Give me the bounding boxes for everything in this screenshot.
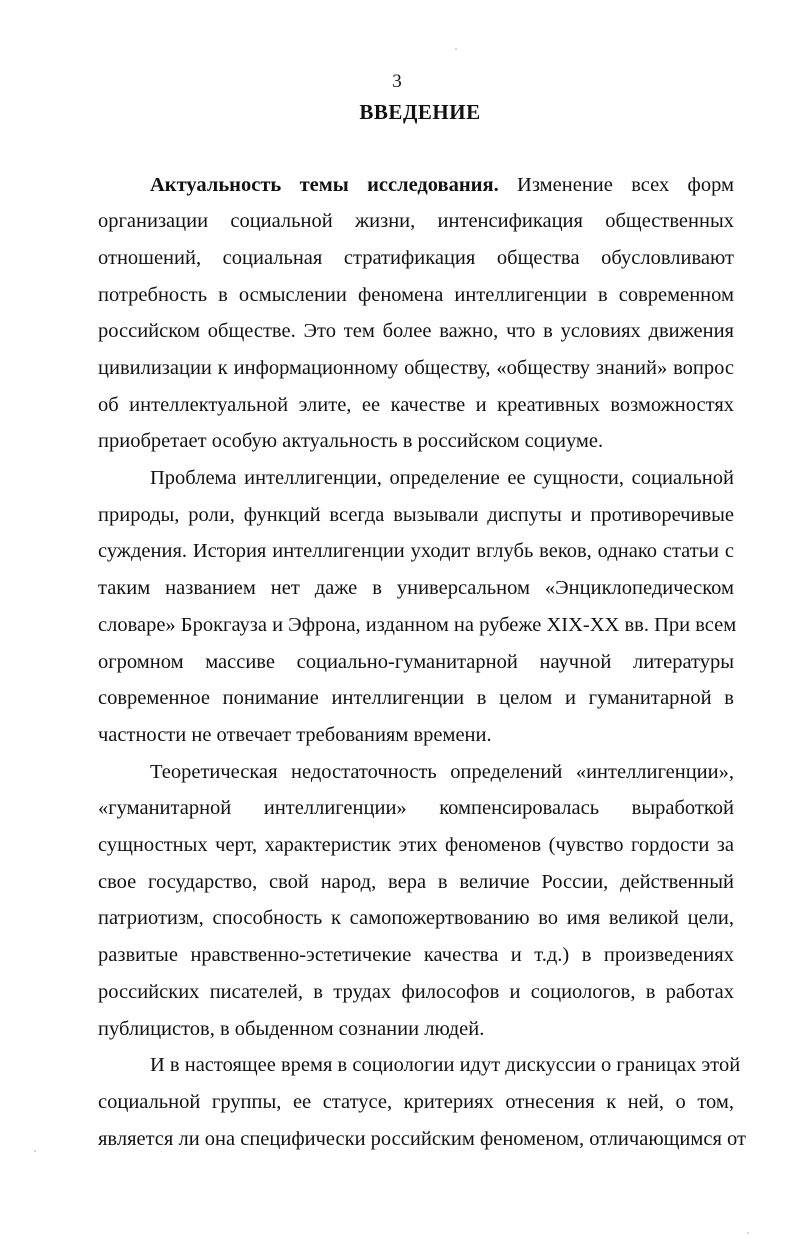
paragraph-2-line-1: Проблема интеллигенции, определение ее сущности, социальной <box>150 467 734 489</box>
scan-speck <box>455 48 457 50</box>
paragraph-1-line-4: потребность в осмыслении феномена интеллигенции в современном <box>98 284 734 306</box>
paragraph-2-line-3: суждения. История интеллигенции уходит вглубь веков, однако статьи с <box>98 540 734 562</box>
paragraph-1-line-1 <box>150 172 734 198</box>
paragraph-3-line-2: «гуманитарной интеллигенции» компенсировалась выработкой <box>98 797 734 819</box>
paragraph-1-line-2: организации социальной жизни, интенсификация общественных <box>98 210 734 232</box>
paragraph-4-line-3: является ли она специфически российским феноменом, отличающимся от <box>98 1128 746 1150</box>
page-number: 3 <box>392 71 402 92</box>
paragraph-2-line-2: природы, роли, функций всегда вызывали диспуты и противоречивые <box>98 504 734 526</box>
paragraph-1-line-1-text: Изменение всех форм <box>498 174 734 196</box>
paragraph-3-line-8: публицистов, в обыденном сознании людей. <box>98 1018 485 1040</box>
section-heading-actuality: Актуальность темы исследования. <box>150 174 499 196</box>
scan-speck <box>34 1150 36 1152</box>
paragraph-2-line-6: огромном массиве социально-гуманитарной научной литературы <box>98 651 734 673</box>
paragraph-3-line-6: развитые нравственно-эстетичекие качества и т.д.) в произведениях <box>98 944 734 966</box>
paragraph-3-line-1: Теоретическая недостаточность определений «интеллигенции», <box>150 761 734 783</box>
paragraph-2-line-4: таким названием нет даже в универсальном «Энциклопедическом <box>98 577 734 599</box>
paragraph-1-line-3: отношений, социальная стратификация общества обусловливают <box>98 247 734 269</box>
paragraph-3-line-4: свое государство, свой народ, вера в величие России, действенный <box>98 871 734 893</box>
paragraph-1-line-8: приобретает особую актуальность в российском социуме. <box>98 430 604 452</box>
paragraph-1-line-7: об интеллектуальной элите, ее качестве и креативных возможностях <box>98 394 734 416</box>
paragraph-2-line-7: современное понимание интеллигенции в целом и гуманитарной в <box>98 687 734 709</box>
paragraph-3-line-3: сущностных черт, характеристик этих феноменов (чувство гордости за <box>98 834 734 856</box>
page-title: ВВЕДЕНИЕ <box>359 100 481 124</box>
paragraph-1-line-5: российском обществе. Это тем более важно, что в условиях движения <box>98 320 734 342</box>
paragraph-2-line-8: частности не отвечает требованиям времени. <box>98 724 492 746</box>
paragraph-3-line-5: патриотизм, способность к самопожертвованию во имя великой цели, <box>98 907 734 929</box>
paragraph-4-line-1: И в настоящее время в социологии идут дискуссии о границах этой <box>150 1054 741 1076</box>
paragraph-1-line-6: цивилизации к информационному обществу, «обществу знаний» вопрос <box>98 357 734 379</box>
paragraph-2-line-5: словаре» Брокгауза и Эфрона, изданном на рубеже XIX-XX вв. При всем <box>98 614 737 636</box>
scan-speck <box>747 1232 749 1234</box>
paragraph-3-line-7: российских писателей, в трудах философов и социологов, в работах <box>98 981 734 1003</box>
paragraph-4-line-2: социальной группы, ее статусе, критериях отнесения к ней, о том, <box>98 1091 734 1113</box>
